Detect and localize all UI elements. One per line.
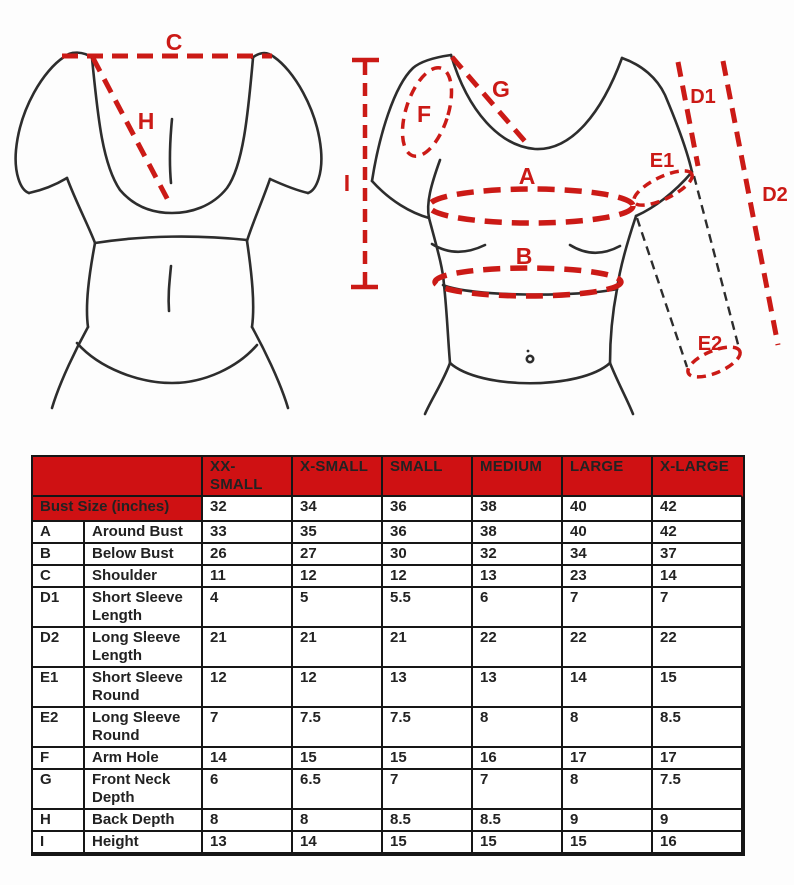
cell-value: 21 [203, 628, 293, 668]
label-d2: D2 [762, 184, 788, 206]
cell-value: 14 [203, 748, 293, 770]
long-sleeve-outline [694, 176, 740, 352]
bust-size-value: 38 [473, 497, 563, 522]
cell-value: 35 [293, 522, 383, 544]
back-depth-measure-line-h [93, 58, 170, 204]
cell-value: 6 [473, 588, 563, 628]
row-code: D1 [33, 588, 85, 628]
cell-value: 8 [563, 770, 653, 810]
measurement-row [33, 522, 743, 544]
cell-value: 14 [293, 832, 383, 854]
measurement-row [33, 668, 743, 708]
measurement-row [33, 748, 743, 770]
row-name: Front Neck Depth [85, 770, 203, 810]
cell-value: 14 [653, 566, 743, 588]
row-code: F [33, 748, 85, 770]
cell-value: 8.5 [473, 810, 563, 832]
cell-value: 13 [473, 566, 563, 588]
back-view-figure [16, 53, 322, 408]
cell-value: 38 [473, 522, 563, 544]
cell-value: 13 [383, 668, 473, 708]
cell-value: 15 [383, 832, 473, 854]
cell-value: 6.5 [293, 770, 383, 810]
row-code: C [33, 566, 85, 588]
label-d1: D1 [690, 86, 716, 108]
cell-value: 21 [383, 628, 473, 668]
bust-size-value: 36 [383, 497, 473, 522]
row-code: E1 [33, 668, 85, 708]
cell-value: 12 [383, 566, 473, 588]
size-table-body [33, 457, 743, 854]
cell-value: 14 [563, 668, 653, 708]
bust-size-label: Bust Size (inches) [33, 497, 203, 522]
row-name: Long Sleeve Length [85, 628, 203, 668]
cell-value: 9 [653, 810, 743, 832]
bust-size-value: 40 [563, 497, 653, 522]
cell-value: 5.5 [383, 588, 473, 628]
cell-value: 7 [653, 588, 743, 628]
front-neck-measure-line-g [452, 57, 529, 146]
label-c: C [165, 29, 183, 55]
cell-value: 15 [653, 668, 743, 708]
cell-value: 15 [293, 748, 383, 770]
cell-value: 22 [563, 628, 653, 668]
cell-value: 9 [563, 810, 653, 832]
height-measure-i [351, 60, 379, 287]
row-code: B [33, 544, 85, 566]
row-code: I [33, 832, 85, 854]
label-a: A [518, 163, 536, 189]
cell-value: 12 [203, 668, 293, 708]
cell-value: 8.5 [383, 810, 473, 832]
cell-value: 12 [293, 566, 383, 588]
row-code: H [33, 810, 85, 832]
cell-value: 17 [563, 748, 653, 770]
size-header: SMALL [383, 457, 473, 497]
measurement-row [33, 770, 743, 810]
cell-value: 37 [653, 544, 743, 566]
cell-value: 40 [563, 522, 653, 544]
cell-value: 33 [203, 522, 293, 544]
cell-value: 34 [563, 544, 653, 566]
row-name: Back Depth [85, 810, 203, 832]
cell-value: 16 [473, 748, 563, 770]
cell-value: 7.5 [293, 708, 383, 748]
size-header: XX-SMALL [203, 457, 293, 497]
cell-value: 5 [293, 588, 383, 628]
cell-value: 16 [653, 832, 743, 854]
cell-value: 7 [473, 770, 563, 810]
label-e1: E1 [649, 150, 675, 172]
size-header-row [33, 457, 743, 497]
label-h: H [137, 108, 155, 134]
cell-value: 17 [653, 748, 743, 770]
measurement-row [33, 544, 743, 566]
corner-cell-top [33, 457, 203, 497]
row-code: D2 [33, 628, 85, 668]
cell-value: 32 [473, 544, 563, 566]
size-header: X-LARGE [653, 457, 743, 497]
cell-value: 21 [293, 628, 383, 668]
row-name: Around Bust [85, 522, 203, 544]
cell-value: 8 [473, 708, 563, 748]
measurement-row [33, 832, 743, 854]
size-table [31, 455, 745, 856]
measurement-row [33, 628, 743, 668]
cell-value: 15 [473, 832, 563, 854]
row-name: Height [85, 832, 203, 854]
measurement-row [33, 810, 743, 832]
label-f: F [416, 101, 432, 127]
below-bust-ellipse-b [435, 268, 621, 296]
bust-size-row [33, 497, 743, 522]
measurement-row [33, 588, 743, 628]
size-header: X-SMALL [293, 457, 383, 497]
label-b: B [515, 243, 533, 269]
bust-size-value: 42 [653, 497, 743, 522]
row-name: Long Sleeve Round [85, 708, 203, 748]
cell-value: 7 [203, 708, 293, 748]
cell-value: 11 [203, 566, 293, 588]
row-name: Arm Hole [85, 748, 203, 770]
row-name: Shoulder [85, 566, 203, 588]
label-g: G [492, 76, 510, 102]
cell-value: 26 [203, 544, 293, 566]
row-name: Short Sleeve Length [85, 588, 203, 628]
cell-value: 4 [203, 588, 293, 628]
label-i: I [343, 170, 351, 196]
row-code: E2 [33, 708, 85, 748]
cell-value: 6 [203, 770, 293, 810]
cell-value: 13 [203, 832, 293, 854]
cell-value: 42 [653, 522, 743, 544]
cell-value: 13 [473, 668, 563, 708]
cell-value: 15 [383, 748, 473, 770]
cell-value: 8.5 [653, 708, 743, 748]
measurement-row [33, 566, 743, 588]
bust-size-value: 32 [203, 497, 293, 522]
cell-value: 8 [563, 708, 653, 748]
cell-value: 7 [563, 588, 653, 628]
size-header: LARGE [563, 457, 653, 497]
cell-value: 22 [473, 628, 563, 668]
cell-value: 7.5 [653, 770, 743, 810]
cell-value: 7 [383, 770, 473, 810]
row-name: Short Sleeve Round [85, 668, 203, 708]
measurement-row [33, 708, 743, 748]
cell-value: 15 [563, 832, 653, 854]
cell-value: 8 [293, 810, 383, 832]
label-e2: E2 [697, 333, 723, 355]
cell-value: 27 [293, 544, 383, 566]
cell-value: 23 [563, 566, 653, 588]
row-name: Below Bust [85, 544, 203, 566]
cell-value: 30 [383, 544, 473, 566]
bust-size-value: 34 [293, 497, 383, 522]
short-sleeve-measure-line-d1 [678, 62, 698, 166]
cell-value: 12 [293, 668, 383, 708]
cell-value: 7.5 [383, 708, 473, 748]
cell-value: 36 [383, 522, 473, 544]
around-bust-ellipse-a [429, 189, 633, 223]
row-code: G [33, 770, 85, 810]
cell-value: 8 [203, 810, 293, 832]
row-code: A [33, 522, 85, 544]
cell-value: 22 [653, 628, 743, 668]
size-header: MEDIUM [473, 457, 563, 497]
long-sleeve-outline [637, 218, 687, 367]
